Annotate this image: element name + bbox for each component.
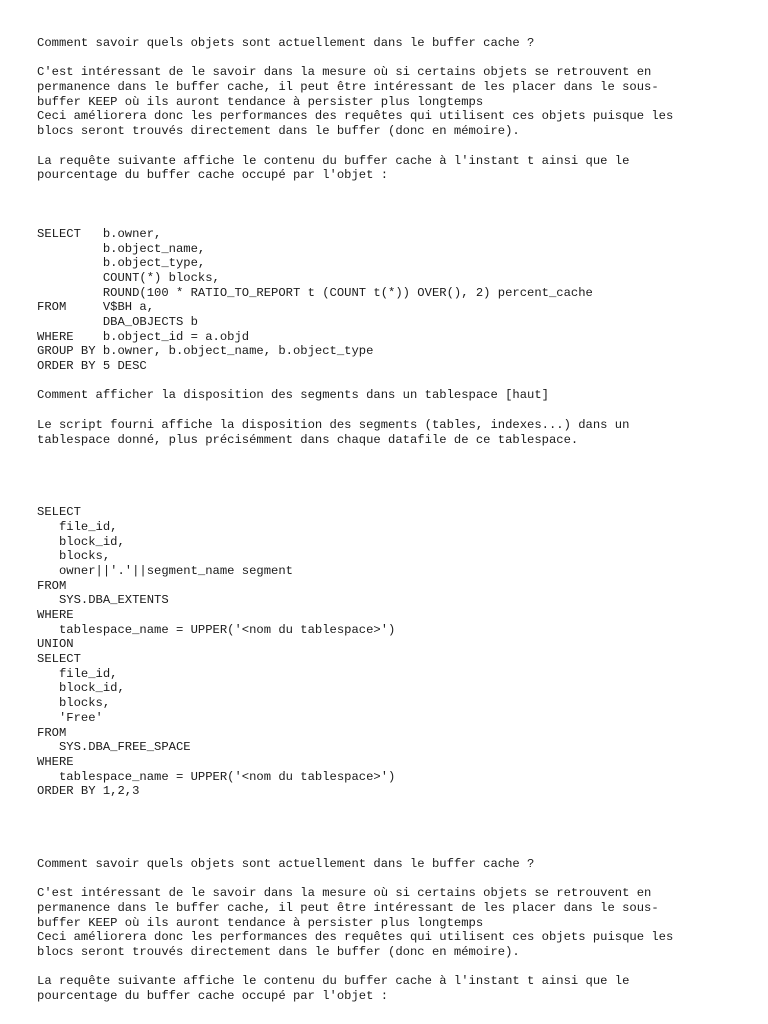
text-line: Le script fourni affiche la disposition des segments (tables, indexes...) dans un [37, 417, 630, 432]
text-line: buffer KEEP où ils auront tendance à persister plus longtemps [37, 915, 484, 930]
section-title: Comment afficher la disposition des segments dans un tablespace [haut] [37, 388, 549, 403]
code-line: block_id, [37, 534, 125, 549]
text-line: pourcentage du buffer cache occupé par l'objet : [37, 168, 389, 183]
text-line: La requête suivante affiche le contenu du buffer cache à l'instant t ainsi que le [37, 974, 630, 989]
code-line: SELECT [37, 505, 81, 520]
code-line: SELECT [37, 652, 81, 667]
code-line: blocks, [37, 549, 111, 564]
paragraph [37, 154, 737, 183]
text-line: permanence dans le buffer cache, il peut être intéressant de les placer dans le sous- [37, 901, 659, 915]
code-line: FROM [37, 578, 67, 593]
paragraph [37, 65, 737, 138]
code-line: 'Free' [37, 710, 103, 725]
code-block [37, 505, 737, 799]
code-line: FROM [37, 725, 67, 740]
section-title: Comment savoir quels objets sont actuellement dans le buffer cache ? [37, 856, 535, 871]
section-title: Comment savoir quels objets sont actuellement dans le buffer cache ? [37, 36, 535, 50]
code-line: ROUND(100 * RATIO_TO_REPORT t (COUNT t(*)) OVER(), 2) percent_cache [37, 285, 593, 300]
code-line: ORDER BY 1,2,3 [37, 784, 140, 799]
code-line: tablespace_name = UPPER('<nom du tablespace>') [37, 622, 396, 637]
code-line: SYS.DBA_FREE_SPACE [37, 740, 191, 755]
paragraph [37, 886, 737, 959]
code-line: block_id, [37, 681, 125, 696]
code-line: b.object_name, [37, 241, 206, 256]
code-line: DBA_OBJECTS b [37, 315, 198, 329]
text-line: blocs seront trouvés directement dans le buffer (donc en mémoire). [37, 945, 520, 960]
code-line: tablespace_name = UPPER('<nom du tablespace>') [37, 769, 396, 784]
code-line: b.object_type, [37, 256, 206, 271]
code-line: WHERE [37, 754, 74, 769]
text-line: blocs seront trouvés directement dans le buffer (donc en mémoire). [37, 124, 520, 139]
text-line: buffer KEEP où ils auront tendance à persister plus longtemps [37, 94, 484, 109]
code-line: GROUP BY b.owner, b.object_name, b.object_type [37, 344, 374, 359]
text-line: La requête suivante affiche le contenu du buffer cache à l'instant t ainsi que le [37, 153, 630, 168]
text-line: tablespace donné, plus précisémment dans chaque datafile de ce tablespace. [37, 432, 579, 447]
code-line: COUNT(*) blocks, [37, 270, 220, 285]
text-line: C'est intéressant de le savoir dans la mesure où si certains objets se retrouvent en [37, 886, 652, 901]
code-line: WHERE b.object_id = a.objd [37, 329, 250, 344]
document-page [37, 36, 737, 1004]
text-line: C'est intéressant de le savoir dans la mesure où si certains objets se retrouvent en [37, 65, 652, 80]
paragraph [37, 418, 737, 447]
code-line: ORDER BY 5 DESC [37, 359, 147, 374]
code-line: UNION [37, 637, 74, 652]
code-line: FROM V$BH a, [37, 300, 155, 315]
code-line: owner||'.'||segment_name segment [37, 563, 293, 578]
code-line: SELECT b.owner, [37, 226, 162, 241]
paragraph [37, 974, 737, 1003]
code-line: file_id, [37, 666, 118, 681]
code-line: SYS.DBA_EXTENTS [37, 593, 169, 608]
text-line: Ceci améliorera donc les performances des requêtes qui utilisent ces objets puisque les [37, 930, 674, 945]
text-line: permanence dans le buffer cache, il peut être intéressant de les placer dans le sous- [37, 80, 659, 95]
code-block [37, 227, 737, 374]
code-line: blocks, [37, 696, 111, 711]
text-line: pourcentage du buffer cache occupé par l'objet : [37, 989, 389, 1004]
code-line: WHERE [37, 608, 74, 622]
code-line: file_id, [37, 519, 118, 534]
text-line: Ceci améliorera donc les performances des requêtes qui utilisent ces objets puisque les [37, 109, 674, 124]
